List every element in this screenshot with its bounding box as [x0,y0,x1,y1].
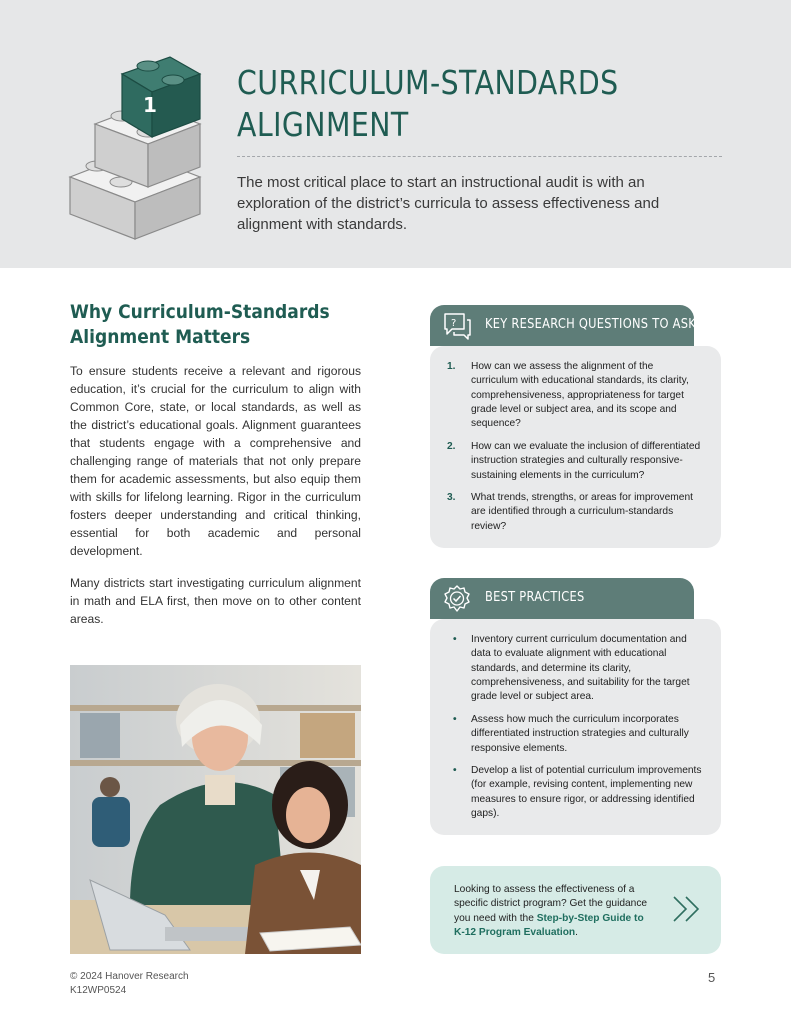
question-item-3 [447,491,701,534]
question-text: How can we evaluate the inclusion of differentiated instruction strategies and culturally responsive-sustaining elements in the curriculum? [471,441,701,481]
why-heading-line1: Why Curriculum-Standards [70,301,330,323]
page-number: 5 [708,970,716,985]
research-questions-tab [430,305,697,346]
program-evaluation-guide-link[interactable]: Step-by-Step Guide to K-12 Program Evaluation [454,912,644,938]
question-number: 1. [447,361,456,372]
why-paragraph-1: To ensure students receive a relevant and rigorous education, it’s crucial for the curriculum to align with Common Core, state, or local standards, as well as the district’s educational goals. Alignment guarantees that students engage with a comprehensive and challenging range of materials that not only prepare them for academic assessments, but also equip them with skills for lifelong learning. Rigor in the curriculum fosters deeper understanding and critical thinking, essential for both academic and personal development. [70,364,361,558]
practice-text: Develop a list of potential curriculum improvements (for example, revising content, implementing new measures to ensure rigor, or addressing identified gaps). [471,765,702,819]
question-text: How can we assess the alignment of the curriculum with educational standards, its clarity, comprehensiveness, appropriateness for target grade level or subject area, and its scope and sequence? [471,361,689,430]
practice-text: Assess how much the curriculum incorporates differentiated instruction strategies and culturally responsive elements. [471,714,689,754]
page-title-line2: ALIGNMENT [237,105,409,144]
program-evaluation-callout [430,866,721,954]
badge-check-icon [442,584,472,614]
callout-body: Looking to assess the effectiveness of a specific district program? Get the guidance you need with the [454,884,648,924]
teacher-student-photo [70,665,361,954]
bullet: • [453,714,457,725]
bullet: • [453,765,457,776]
stacked-blocks-icon [60,52,210,247]
question-number: 2. [447,441,456,452]
why-paragraph-2: Many districts start investigating curriculum alignment in math and ELA first, then move on to other content areas. [70,576,361,626]
question-bubble-icon [442,311,472,341]
best-practices-tab [430,578,694,619]
practice-item-1 [453,633,707,704]
research-questions-title: KEY RESEARCH QUESTIONS TO ASK [485,317,697,332]
research-questions-card [430,346,721,548]
intro-text: The most critical place to start an instructional audit is with an exploration of the district’s curricula to assess effectiveness and alignment with standards. [237,174,660,233]
callout-period: . [575,926,578,938]
best-practices-title: BEST PRACTICES [485,590,585,605]
question-glyph: ? [451,318,457,329]
step-number: 1 [143,93,157,117]
question-text: What trends, strengths, or areas for improvement are identified through a curriculum-standards review? [471,492,693,532]
footer-doc-code: K12WP0524 [70,985,127,996]
question-item-1 [447,360,701,431]
title-divider [237,156,722,157]
question-number: 3. [447,492,456,503]
double-chevron-right-icon[interactable] [672,895,704,923]
question-item-2 [447,440,701,483]
why-heading [70,300,340,350]
page-title [237,62,667,146]
page-title-line1: CURRICULUM-STANDARDS [237,63,619,102]
best-practices-card [430,619,721,835]
callout-text [454,883,654,940]
practice-text: Inventory current curriculum documentation and data to evaluate alignment with educational standards, and determine its clarity, comprehensiveness, and suitability for the target grade level or subject area. [471,634,690,703]
footer-copyright: © 2024 Hanover Research [70,971,189,982]
why-heading-line2: Alignment Matters [70,326,251,348]
practice-item-3 [453,764,707,821]
bullet: • [453,634,457,645]
practice-item-2 [453,713,707,756]
